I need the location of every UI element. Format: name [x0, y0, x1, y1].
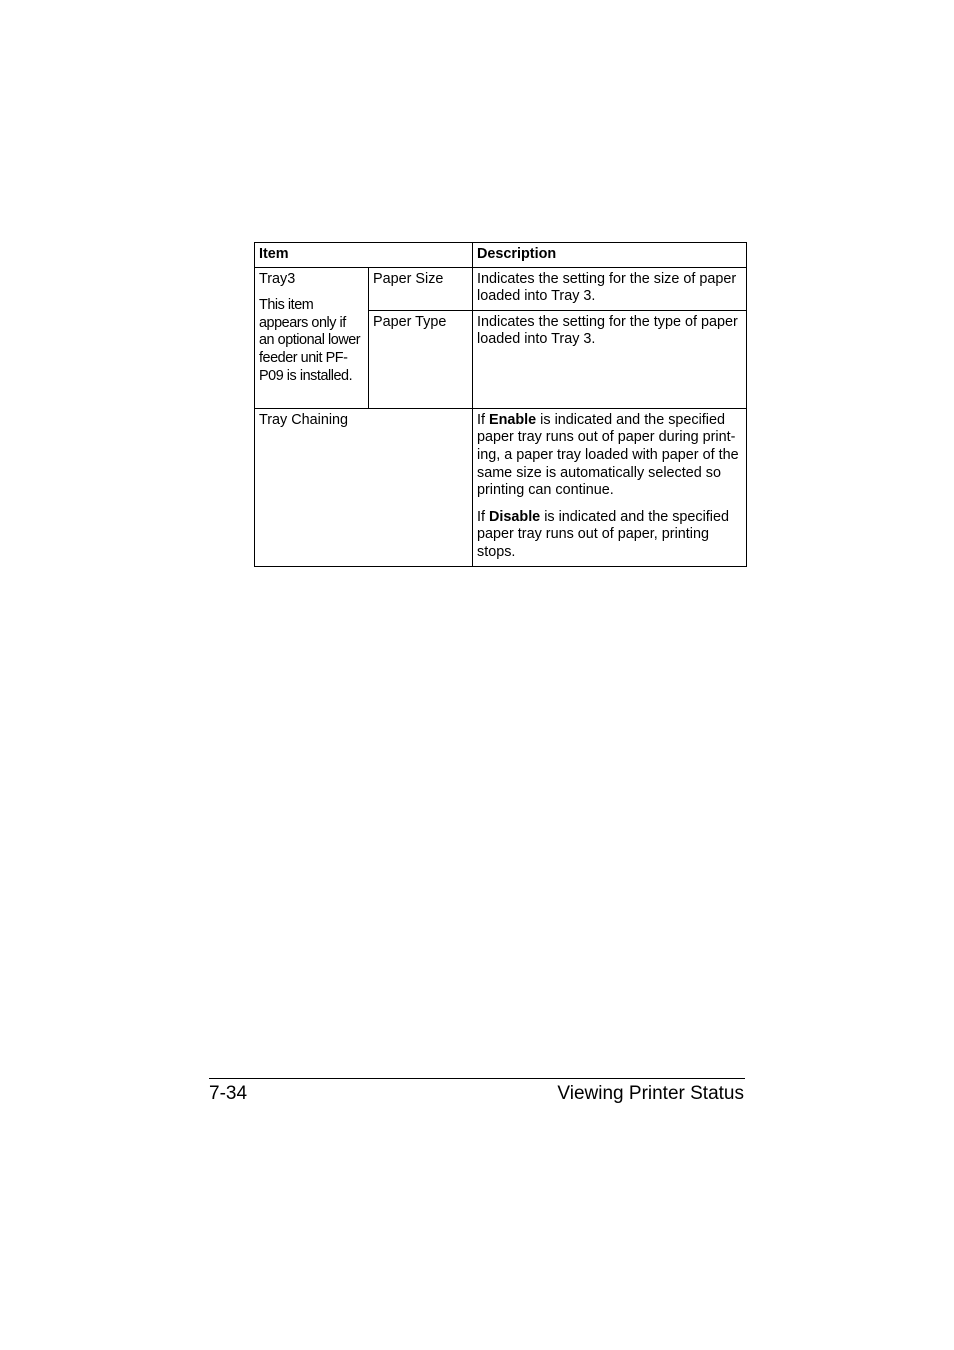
footer-page-number: 7-34	[209, 1083, 248, 1104]
tray3-cell	[255, 267, 369, 408]
tray-chaining-label: Tray Chaining	[255, 408, 473, 566]
table-header-row	[255, 243, 747, 268]
table-row-tray3-paper-size	[255, 267, 747, 310]
paper-size-label: Paper Size	[369, 267, 473, 310]
paper-type-description: Indicates the setting for the type of paper loaded into Tray 3.	[473, 310, 747, 408]
enable-term: Enable	[489, 411, 537, 428]
enable-rest: is indicated and the specified paper tray runs out of paper during print-ing, a paper tray loaded with paper of the same size is automatically selected so printing can continue.	[477, 411, 739, 499]
tray-chaining-description	[473, 408, 747, 566]
footer-divider	[209, 1078, 745, 1079]
disable-term: Disable	[489, 508, 541, 525]
printer-status-table	[254, 242, 747, 567]
tray3-note: This item appears only if an optional lower feeder unit PF-P09 is installed.	[259, 297, 361, 384]
disable-rest: is indicated and the specified paper tray runs out of paper, printing stops.	[477, 508, 730, 560]
enable-prefix: If	[477, 411, 489, 428]
tray-chaining-disable-text	[477, 509, 742, 562]
header-description: Description	[473, 243, 747, 268]
paper-size-description: Indicates the setting for the size of paper loaded into Tray 3.	[473, 267, 747, 310]
tray-chaining-enable-text	[477, 412, 742, 500]
table-row-tray-chaining	[255, 408, 747, 566]
footer-section-title: Viewing Printer Status	[557, 1083, 744, 1104]
paper-type-label: Paper Type	[369, 310, 473, 408]
disable-prefix: If	[477, 508, 489, 525]
header-item: Item	[255, 243, 473, 268]
tray3-name: Tray3	[259, 270, 296, 287]
